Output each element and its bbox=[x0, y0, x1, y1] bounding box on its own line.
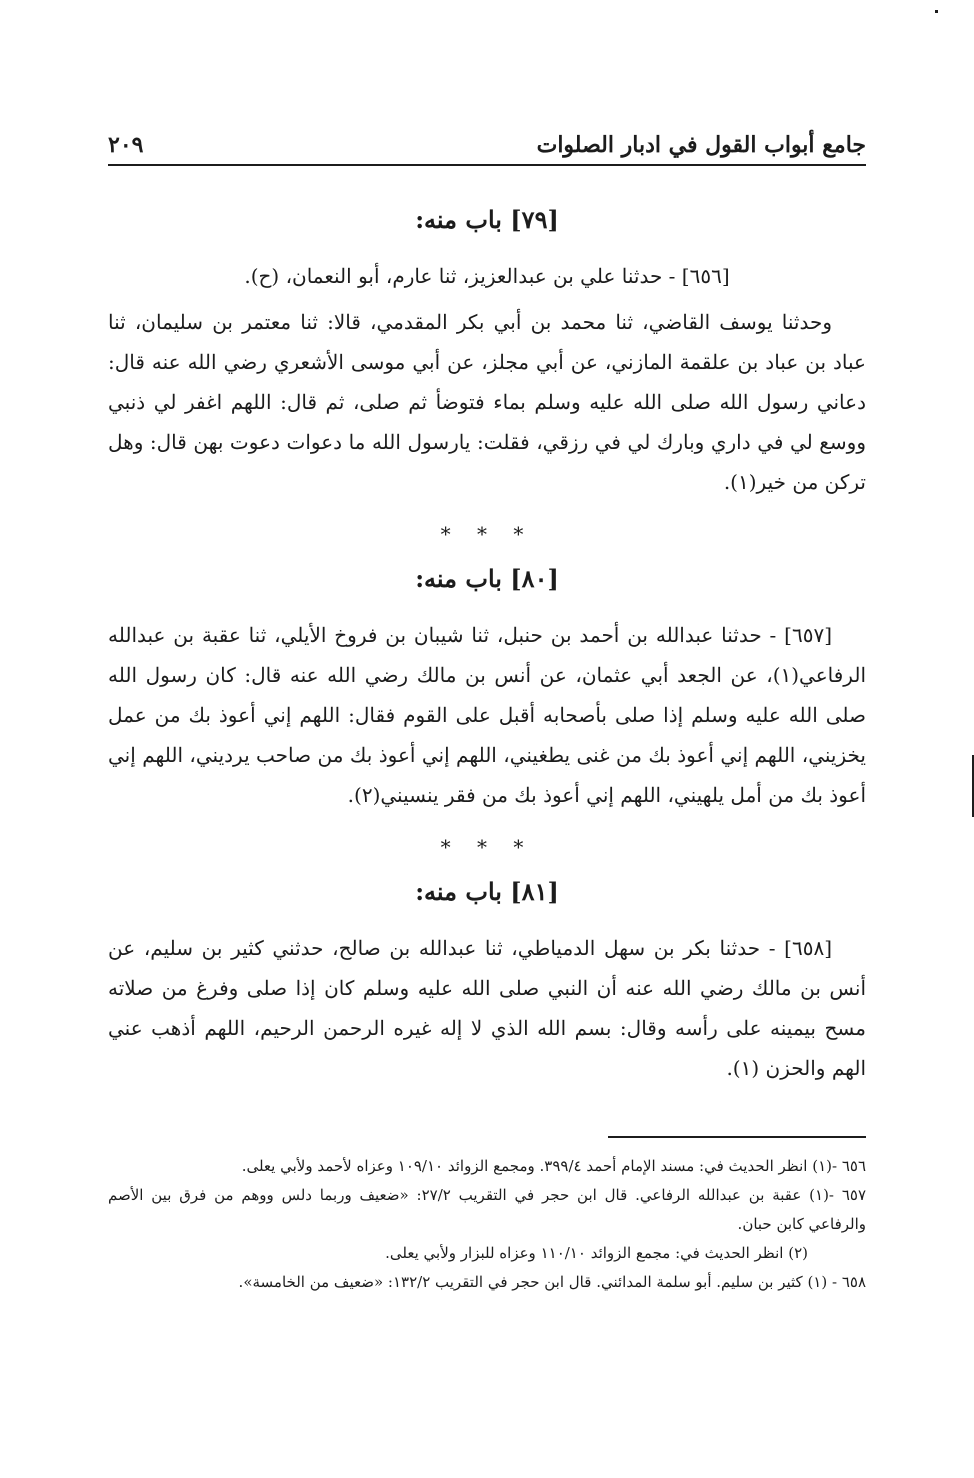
running-header bbox=[108, 120, 866, 166]
main-text bbox=[108, 205, 866, 1088]
chapter-heading-81: [٨١] باب منه: bbox=[415, 877, 559, 906]
footnote-658-1: ٦٥٨ - (١) كثير بن سليم. أبو سلمة المدائني. قال ابن حجر في التقريب ١٣٢/٢: «ضعيف من الخامسة». bbox=[238, 1273, 866, 1291]
hadith-658-text: [٦٥٨] - حدثنا بكر بن سهل الدمياطي، ثنا عبدالله بن صالح، حدثني كثير بن سليم، عن أنس بن مالك رضي الله عنه أن النبي صلى الله عليه وسلم كان إذا صلى وفرغ من صلاته مسح بيمينه على رأسه وقال: بسم الله الذي لا إله غيره الرحمن الرحيم، اللهم أذهب عني الهم والحزن (١). bbox=[108, 936, 866, 1080]
running-title: جامع أبواب القول في ادبار الصلوات bbox=[536, 132, 866, 158]
scan-speck bbox=[935, 10, 938, 13]
hadith-657-text: [٦٥٧] - حدثنا عبدالله بن أحمد بن حنبل، ثنا شيبان بن فروخ الأيلي، ثنا عقبة بن عبدالله الرفاعي(١)، عن الجعد أبي عثمان، عن أنس بن مالك رضي الله عنه قال: كان رسول الله صلى الله عليه وسلم إذا صلى بأصحابه أقبل على القوم فقال: اللهم إني أعوذ بك من عمل يخزيني، اللهم إني أعوذ بك من غنى يطغيني، اللهم إني أعوذ بك من صاحب يرديني، اللهم إني أعوذ بك من أمل يلهيني، اللهم إني أعوذ بك من فقر ينسيني(٢). bbox=[108, 623, 866, 807]
section-separator: * * * bbox=[440, 835, 534, 859]
section-separator: * * * bbox=[440, 522, 534, 546]
footnote-656-1: ٦٥٦ -(١) انظر الحديث في: مسند الإمام أحمد ٣٩٩/٤. ومجمع الزوائد ١٠٩/١٠ وعزاه لأحمد ولأبي يعلى. bbox=[241, 1157, 866, 1175]
footnote-657-1: ٦٥٧ -(١) عقبة بن عبدالله الرفاعي. قال ابن حجر في التقريب ٢٧/٢: «ضعيف وربما دلس ووهم من فرق بين الأصم والرفاعي كابن حبان. bbox=[108, 1186, 866, 1233]
footnote-divider bbox=[608, 1136, 866, 1138]
hadith-656-chain: [٦٥٦] - حدثنا علي بن عبدالعزيز، ثنا عارم، أبو النعمان، (ح). bbox=[244, 264, 730, 288]
chapter-heading-79: [٧٩] باب منه: bbox=[415, 205, 559, 234]
chapter-heading-80: [٨٠] باب منه: bbox=[415, 564, 559, 593]
footnote-657-2: (٢) انظر الحديث في: مجمع الزوائد ١١٠/١٠ وعزاه للبزار ولأبي يعلى. bbox=[385, 1244, 808, 1262]
hadith-656-text: وحدثنا يوسف القاضي، ثنا محمد بن أبي بكر المقدمي، قالا: ثنا معتمر بن سليمان، ثنا عباد بن عباد بن علقمة المازني، عن أبي مجلز، عن أبي موسى الأشعري رضي الله عنه قال: دعاني رسول الله صلى الله عليه وسلم بماء فتوضأ ثم صلى، ثم قال: اللهم اغفر لي ذنبي ووسع لي في داري وبارك لي في رزقي، فقلت: يارسول الله ما دعوات دعوت بهن قال: وهل تركن من خير(١). bbox=[108, 310, 866, 494]
page-number: ٢٠٩ bbox=[108, 132, 144, 158]
footnotes bbox=[108, 1152, 866, 1297]
